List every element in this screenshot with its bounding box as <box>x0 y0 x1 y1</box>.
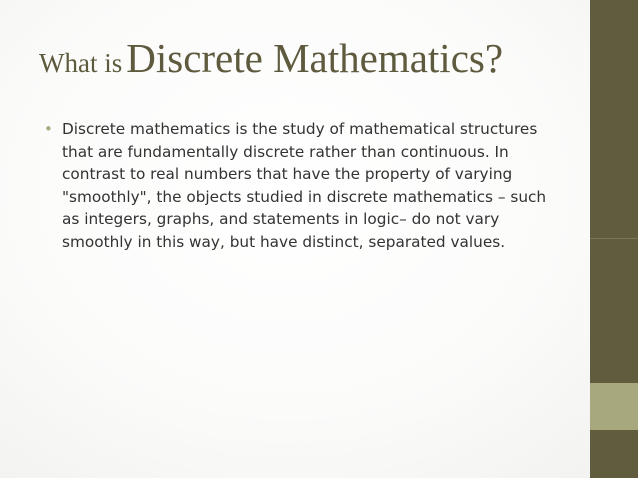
title-prefix: What is <box>39 48 123 78</box>
slide-title <box>39 35 504 81</box>
side-accent-block <box>590 383 638 430</box>
bullet-list <box>44 118 564 253</box>
bullet-item <box>44 118 564 253</box>
side-accent-divider <box>590 238 638 239</box>
bullet-text: Discrete mathematics is the study of mathematical structures that are fundamentally discrete rather than continuous. In contrast to real numbers that have the property of varying "smoothly", the objects studied in discrete mathematics – such as integers, graphs, and statements in logic– do not vary smoothly in this way, but have distinct, separated values. <box>62 120 547 251</box>
title-main: Discrete Mathematics? <box>126 35 504 81</box>
bullet-marker: • <box>44 120 53 138</box>
